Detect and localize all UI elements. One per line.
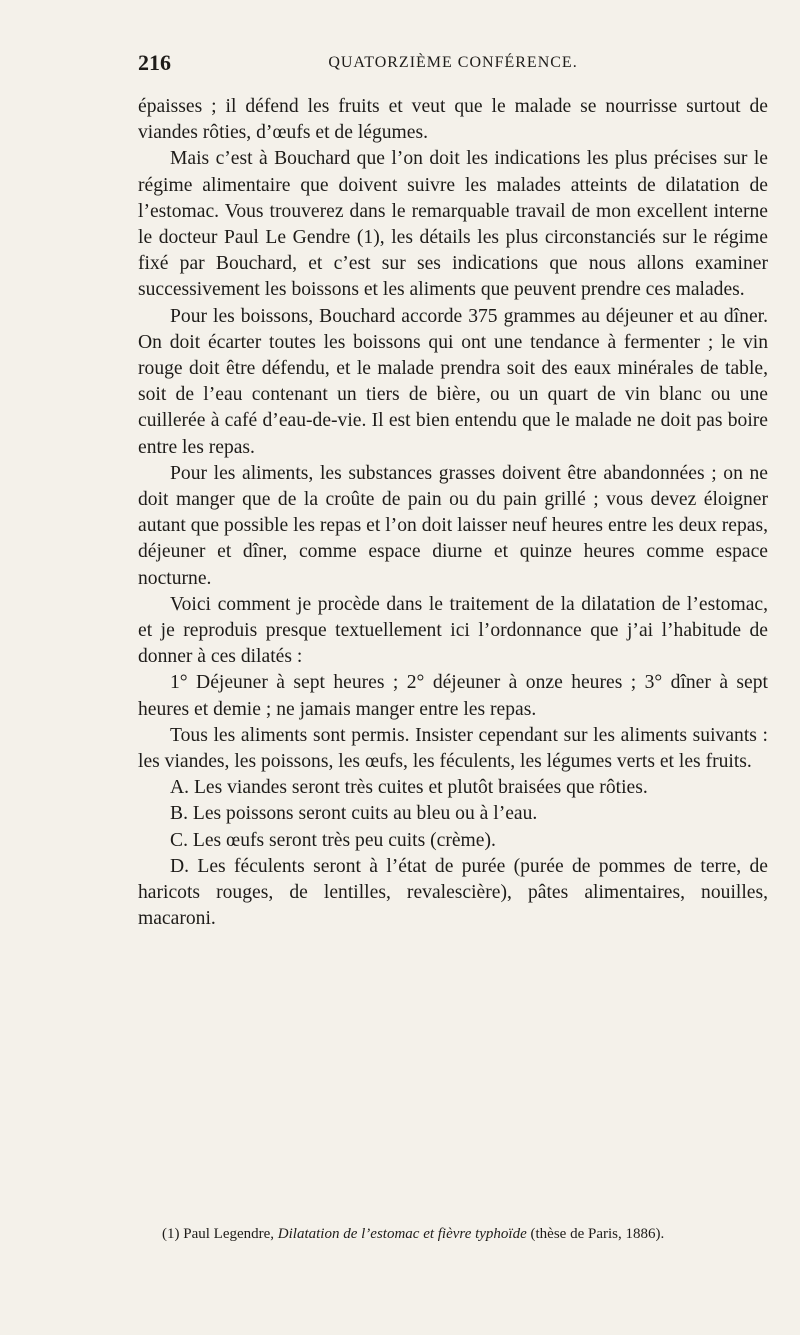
paragraph: Pour les aliments, les substances grasses doivent être abandonnées ; on ne doit manger que de la croûte de pain ou du pain grillé ; vous devez éloigner autant que possible les repas et l’on doit laisser neuf heures entre les deux repas, déjeuner et dîner, comme espace diurne et quinze heures comme espace nocturne. (138, 462, 768, 589)
footnote (138, 1224, 768, 1244)
list-item: C. Les œufs seront très peu cuits (crème). (170, 829, 496, 851)
paragraph: 1° Déjeuner à sept heures ; 2° déjeuner à onze heures ; 3° dîner à sept heures et demie ; ne jamais manger entre les repas. (138, 672, 768, 720)
list-item: D. Les féculents seront à l’état de purée (purée de pommes de terre, de haricots rouges, de lentilles, revalescière), pâtes alimentaires, nouilles, macaroni. (138, 855, 768, 930)
paragraph: Mais c’est à Bouchard que l’on doit les indications les plus précises sur le régime alimentaire que doivent suivre les malades atteints de dilatation de l’estomac. Vous trouverez dans le remarquable travail de mon excellent interne le docteur Paul Le Gendre (1), les détails les plus circonstanciés sur le régime fixé par Bouchard, et c’est sur ses indications que nous allons examiner successivement les boissons et les aliments que peuvent prendre ces malades. (138, 148, 768, 301)
list-item: A. Les viandes seront très cuites et plutôt braisées que rôties. (170, 777, 648, 799)
paragraph: épaisses ; il défend les fruits et veut que le malade se nourrisse surtout de viandes rôties, d’œufs et de légumes. (138, 96, 768, 144)
page-number: 216 (138, 50, 171, 75)
footnote-title: Dilatation de l’estomac et fièvre typhoïde (277, 1226, 527, 1242)
body-text (138, 94, 768, 933)
paragraph: Tous les aliments sont permis. Insister cependant sur les aliments suivants : les viandes, les poissons, les œufs, les féculents, les légumes verts et les fruits. (138, 724, 768, 773)
paragraph: Pour les boissons, Bouchard accorde 375 grammes au déjeuner et au dîner. On doit écarter toutes les boissons qui ont une tendance à fermenter ; le vin rouge doit être défendu, et le malade prendra soit des eaux minérales de table, soit de l’eau contenant un tiers de bière, ou un quart de vin blanc ou une cuillerée à café d’eau-de-vie. Il est bien entendu que le malade ne doit pas boire entre les repas. (138, 305, 768, 458)
running-head: QUATORZIÈME CONFÉRENCE. (328, 54, 578, 71)
footnote-suffix: (thèse de Paris, 1886). (526, 1226, 665, 1242)
page-header (138, 50, 768, 80)
list-item: B. Les poissons seront cuits au bleu ou à l’eau. (170, 803, 538, 825)
footnote-prefix: (1) Paul Legendre, (162, 1226, 278, 1242)
paragraph: Voici comment je procède dans le traitement de la dilatation de l’estomac, et je reproduis presque textuellement ici l’ordonnance que j’ai l’habitude de donner à ces dilatés : (138, 593, 768, 668)
